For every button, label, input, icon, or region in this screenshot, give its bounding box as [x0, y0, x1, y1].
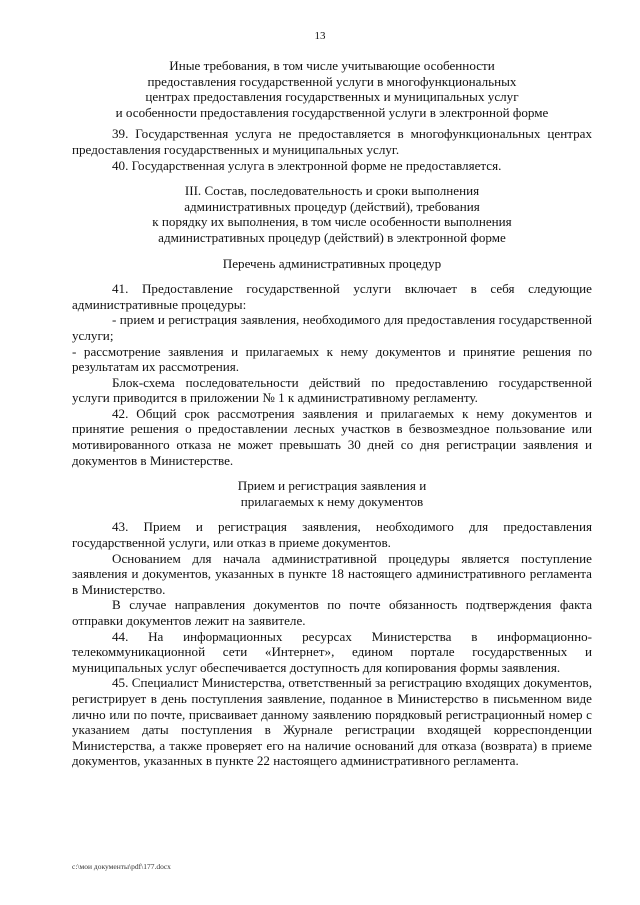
heading-reception: Прием и регистрация заявления и прилагаемых к нему документов [237, 478, 427, 509]
heading-other-requirements: Иные требования, в том числе учитывающие особенности предоставления государственной услуги в многофункциональных центрах предоставления государственных и муниципальных услуг и особенности предоставления государственной услуги в электронной форме [115, 58, 549, 120]
paragraph-41: 41. Предоставление государственной услуги включает в себя следующие административные процедуры: [72, 281, 592, 312]
paragraph-43-mail: В случае направления документов по почте обязанность подтверждения факта отправки документов лежит на заявителе. [72, 597, 592, 628]
paragraph-39: 39. Государственная услуга не предоставляется в многофункциональных центрах предоставления государственных и муниципальных услуг. [72, 126, 592, 157]
paragraph-41-item-1: - прием и регистрация заявления, необходимого для предоставления государственной услуги; [72, 312, 592, 343]
paragraph-44: 44. На информационных ресурсах Министерства в информационно-телекоммуникационной сети «Интернет», едином портале государственных и муниципальных услуг обеспечивается доступность для копирования формы заявления. [72, 628, 592, 675]
paragraph-45: 45. Специалист Министерства, ответственный за регистрацию входящих документов, регистрирует в день поступления заявление, поданное в Министерство в письменном виде лично или по почте, присваивает данному заявлению порядковый регистрационный номер с указанием даты поступления в Журнале регистрации входящей корреспонденции Министерства, а также проверяет его на наличие оснований для отказа (возврата) в приеме документов, указанных в пункте 22 настоящего административного регламента. [72, 675, 592, 769]
heading-section-iii: III. Состав, последовательность и сроки выполнения административных процедур (действий), требования к порядку их выполнения, в том числе особенности выполнения административных процедур (действий) в электронной форме [152, 183, 512, 245]
document-body [72, 58, 592, 769]
paragraph-43: 43. Прием и регистрация заявления, необходимого для предоставления государственной услуги, или отказ в приеме документов. [72, 519, 592, 551]
paragraph-42: 42. Общий срок рассмотрения заявления и прилагаемых к нему документов и принятие решения о предоставлении лесных участков в безвозмездное пользование или мотивированного отказа не может превышать 30 дней со дня регистрации заявления и документов в Министерстве. [72, 405, 592, 468]
paragraph-40: 40. Государственная услуга в электронной форме не предоставляется. [112, 157, 502, 173]
paragraph-41-flowchart: Блок-схема последовательности действий по предоставлению государственной услуги приводится в приложении № 1 к административному регламенту. [72, 374, 592, 406]
paragraph-43-basis: Основанием для начала административной процедуры является поступление заявления и документов, указанных в пункте 18 настоящего административного регламента в Министерство. [72, 550, 592, 597]
paragraph-41-item-2: - рассмотрение заявления и прилагаемых к нему документов и принятие решения по результатам их рассмотрения. [72, 343, 592, 375]
heading-procedures-list: Перечень административных процедур [222, 255, 442, 271]
page-number: 13 [314, 30, 326, 42]
footer-file-path: c:\мои документы\pdf\177.docx [72, 862, 171, 871]
